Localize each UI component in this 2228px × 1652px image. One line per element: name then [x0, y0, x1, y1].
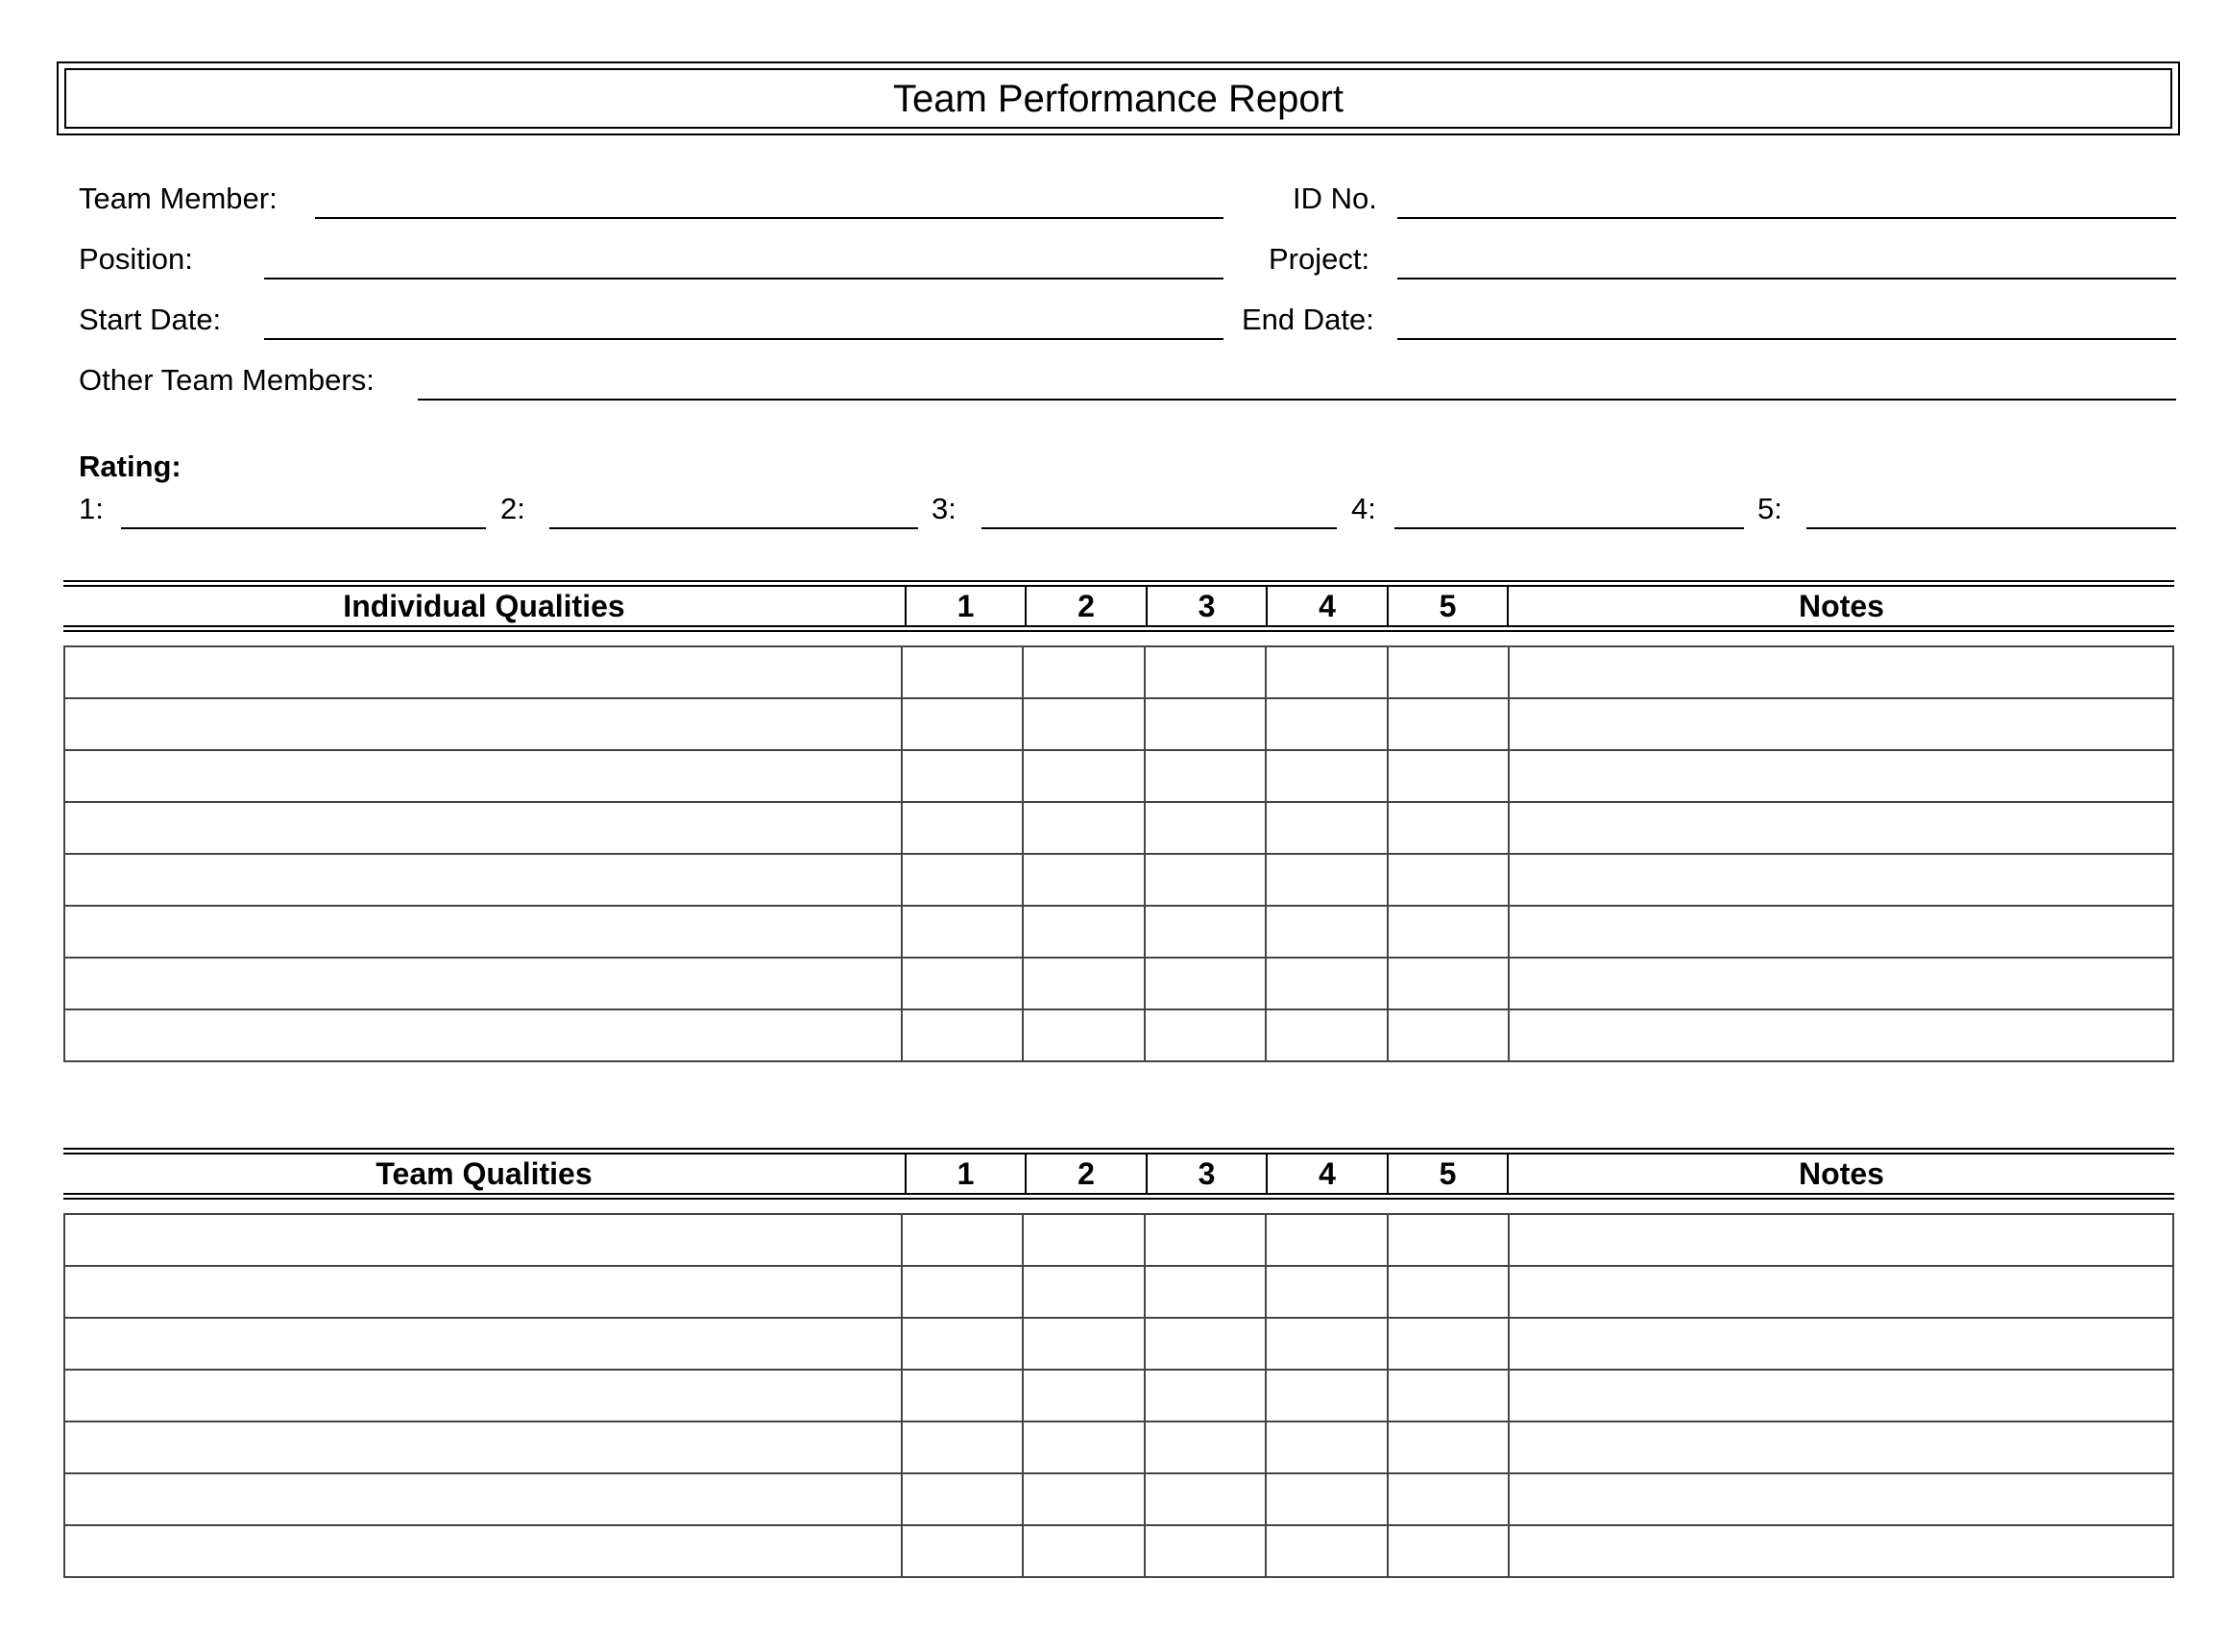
header-top-rule	[63, 580, 2174, 587]
start-date-field[interactable]	[264, 338, 1223, 340]
score-cell-5[interactable]	[1388, 1370, 1509, 1421]
score-cell-1[interactable]	[902, 1214, 1023, 1266]
score-cell-1[interactable]	[902, 750, 1023, 802]
score-cell-3[interactable]	[1145, 906, 1266, 958]
individual-qualities-header: Individual Qualities	[343, 588, 625, 623]
quality-cell[interactable]	[64, 646, 902, 698]
quality-cell[interactable]	[64, 958, 902, 1009]
table-row	[64, 1214, 2173, 1266]
score-cell-1[interactable]	[902, 1370, 1023, 1421]
score-cell-2[interactable]	[1023, 958, 1145, 1009]
score-cell-1[interactable]	[902, 1318, 1023, 1370]
rating-heading: Rating:	[79, 449, 182, 483]
rating-field-5[interactable]	[1806, 527, 2176, 529]
score-cell-3[interactable]	[1145, 750, 1266, 802]
rating-label-3: 3:	[932, 492, 957, 525]
notes-cell[interactable]	[1509, 750, 2173, 802]
quality-cell[interactable]	[64, 1318, 902, 1370]
score-cell-1[interactable]	[902, 1421, 1023, 1473]
score-cell-3[interactable]	[1145, 1318, 1266, 1370]
score-cell-2[interactable]	[1023, 1009, 1145, 1061]
table-row	[64, 698, 2173, 750]
start-date-label: Start Date:	[79, 303, 222, 336]
score-cell-3[interactable]	[1145, 1473, 1266, 1525]
score-cell-5[interactable]	[1388, 1214, 1509, 1266]
quality-cell[interactable]	[64, 1009, 902, 1061]
rating-field-3[interactable]	[981, 527, 1337, 529]
score-cell-4[interactable]	[1266, 1214, 1388, 1266]
score-cell-2[interactable]	[1023, 1370, 1145, 1421]
table-row	[64, 1318, 2173, 1370]
score-cell-4[interactable]	[1266, 1318, 1388, 1370]
team-qualities-grid	[63, 1213, 2174, 1578]
table-row	[64, 1009, 2173, 1061]
score-header-2: 2	[1025, 587, 1146, 625]
team-qualities-table	[63, 1148, 2174, 1594]
id-no-field[interactable]	[1397, 217, 2176, 219]
score-cell-3[interactable]	[1145, 646, 1266, 698]
team-member-label: Team Member:	[79, 182, 278, 215]
score-header-3: 3	[1146, 587, 1266, 625]
score-cell-3[interactable]	[1145, 802, 1266, 854]
table-row	[64, 958, 2173, 1009]
score-cell-5[interactable]	[1388, 958, 1509, 1009]
score-cell-1[interactable]	[902, 1525, 1023, 1577]
individual-table-header	[63, 580, 2174, 632]
project-field[interactable]	[1397, 278, 2176, 279]
id-no-label: ID No.	[1293, 182, 1377, 215]
score-header-2: 2	[1025, 1154, 1146, 1193]
notes-cell[interactable]	[1509, 1214, 2173, 1266]
rating-field-2[interactable]	[549, 527, 918, 529]
score-cell-4[interactable]	[1266, 958, 1388, 1009]
score-cell-5[interactable]	[1388, 854, 1509, 906]
score-cell-2[interactable]	[1023, 1266, 1145, 1318]
table-row	[64, 1421, 2173, 1473]
table-row	[64, 1525, 2173, 1577]
score-cell-2[interactable]	[1023, 750, 1145, 802]
quality-cell[interactable]	[64, 854, 902, 906]
score-cell-5[interactable]	[1388, 750, 1509, 802]
score-cell-1[interactable]	[902, 646, 1023, 698]
team-qualities-header: Team Qualities	[375, 1155, 593, 1191]
quality-cell[interactable]	[64, 1266, 902, 1318]
notes-cell[interactable]	[1509, 1009, 2173, 1061]
notes-cell[interactable]	[1509, 802, 2173, 854]
position-field[interactable]	[264, 278, 1223, 279]
score-cell-2[interactable]	[1023, 1214, 1145, 1266]
notes-cell[interactable]	[1509, 906, 2173, 958]
team-member-field[interactable]	[315, 217, 1223, 219]
score-cell-1[interactable]	[902, 958, 1023, 1009]
rating-field-4[interactable]	[1394, 527, 1744, 529]
score-cell-4[interactable]	[1266, 1266, 1388, 1318]
notes-header: Notes	[1507, 587, 2174, 625]
notes-cell[interactable]	[1509, 1525, 2173, 1577]
score-cell-2[interactable]	[1023, 802, 1145, 854]
other-team-members-label: Other Team Members:	[79, 363, 375, 397]
rating-label-1: 1:	[79, 492, 104, 525]
score-cell-5[interactable]	[1388, 1009, 1509, 1061]
header-bottom-rule	[63, 1193, 2174, 1200]
title-box	[57, 61, 2180, 135]
score-cell-4[interactable]	[1266, 750, 1388, 802]
table-row	[64, 802, 2173, 854]
end-date-field[interactable]	[1397, 338, 2176, 340]
quality-cell[interactable]	[64, 1525, 902, 1577]
score-header-5: 5	[1387, 1154, 1507, 1193]
score-cell-2[interactable]	[1023, 906, 1145, 958]
score-cell-1[interactable]	[902, 1266, 1023, 1318]
score-cell-4[interactable]	[1266, 1009, 1388, 1061]
notes-cell[interactable]	[1509, 1318, 2173, 1370]
score-cell-5[interactable]	[1388, 1266, 1509, 1318]
notes-cell[interactable]	[1509, 854, 2173, 906]
score-cell-1[interactable]	[902, 698, 1023, 750]
table-row	[64, 750, 2173, 802]
notes-cell[interactable]	[1509, 1473, 2173, 1525]
score-cell-3[interactable]	[1145, 1009, 1266, 1061]
score-header-1: 1	[905, 1154, 1025, 1193]
title-inner-border	[64, 68, 2172, 129]
score-cell-2[interactable]	[1023, 1525, 1145, 1577]
score-cell-1[interactable]	[902, 854, 1023, 906]
score-cell-5[interactable]	[1388, 698, 1509, 750]
rating-label-4: 4:	[1351, 492, 1376, 525]
score-header-4: 4	[1266, 587, 1387, 625]
score-cell-3[interactable]	[1145, 698, 1266, 750]
score-cell-4[interactable]	[1266, 1473, 1388, 1525]
score-header-1: 1	[905, 587, 1025, 625]
table-row	[64, 1370, 2173, 1421]
score-cell-1[interactable]	[902, 1009, 1023, 1061]
quality-cell[interactable]	[64, 1214, 902, 1266]
score-cell-4[interactable]	[1266, 646, 1388, 698]
score-header-5: 5	[1387, 587, 1507, 625]
score-cell-4[interactable]	[1266, 854, 1388, 906]
individual-qualities-grid	[63, 645, 2174, 1062]
quality-cell[interactable]	[64, 1421, 902, 1473]
score-cell-2[interactable]	[1023, 698, 1145, 750]
score-cell-1[interactable]	[902, 1473, 1023, 1525]
score-header-4: 4	[1266, 1154, 1387, 1193]
quality-cell[interactable]	[64, 1473, 902, 1525]
table-row	[64, 646, 2173, 698]
notes-cell[interactable]	[1509, 1266, 2173, 1318]
score-cell-3[interactable]	[1145, 1525, 1266, 1577]
other-team-members-field[interactable]	[418, 399, 2176, 401]
score-cell-5[interactable]	[1388, 1318, 1509, 1370]
score-cell-3[interactable]	[1145, 1266, 1266, 1318]
notes-cell[interactable]	[1509, 1370, 2173, 1421]
score-cell-5[interactable]	[1388, 1525, 1509, 1577]
score-cell-5[interactable]	[1388, 802, 1509, 854]
score-cell-2[interactable]	[1023, 1421, 1145, 1473]
score-cell-5[interactable]	[1388, 1421, 1509, 1473]
score-cell-1[interactable]	[902, 802, 1023, 854]
table-row	[64, 1266, 2173, 1318]
position-label: Position:	[79, 242, 193, 276]
table-row	[64, 854, 2173, 906]
score-cell-1[interactable]	[902, 906, 1023, 958]
rating-label-2: 2:	[500, 492, 525, 525]
score-cell-2[interactable]	[1023, 854, 1145, 906]
score-cell-4[interactable]	[1266, 698, 1388, 750]
score-cell-2[interactable]	[1023, 646, 1145, 698]
table-row	[64, 1473, 2173, 1525]
page-title: Team Performance Report	[892, 77, 1344, 120]
rating-field-1[interactable]	[121, 527, 486, 529]
notes-cell[interactable]	[1509, 958, 2173, 1009]
score-cell-4[interactable]	[1266, 906, 1388, 958]
project-label: Project:	[1269, 242, 1370, 276]
notes-cell[interactable]	[1509, 698, 2173, 750]
quality-cell[interactable]	[64, 750, 902, 802]
quality-cell[interactable]	[64, 802, 902, 854]
header-top-rule	[63, 1148, 2174, 1154]
score-cell-5[interactable]	[1388, 1473, 1509, 1525]
score-cell-3[interactable]	[1145, 1214, 1266, 1266]
score-header-3: 3	[1146, 1154, 1266, 1193]
score-cell-3[interactable]	[1145, 1370, 1266, 1421]
score-cell-4[interactable]	[1266, 1370, 1388, 1421]
score-cell-5[interactable]	[1388, 906, 1509, 958]
notes-cell[interactable]	[1509, 646, 2173, 698]
score-cell-4[interactable]	[1266, 1421, 1388, 1473]
score-cell-2[interactable]	[1023, 1318, 1145, 1370]
score-cell-3[interactable]	[1145, 1421, 1266, 1473]
quality-cell[interactable]	[64, 906, 902, 958]
score-cell-4[interactable]	[1266, 802, 1388, 854]
rating-label-5: 5:	[1757, 492, 1782, 525]
quality-cell[interactable]	[64, 1370, 902, 1421]
notes-header: Notes	[1507, 1154, 2174, 1193]
notes-cell[interactable]	[1509, 1421, 2173, 1473]
score-cell-3[interactable]	[1145, 958, 1266, 1009]
individual-qualities-table	[63, 580, 2174, 1078]
end-date-label: End Date:	[1242, 303, 1374, 336]
quality-cell[interactable]	[64, 698, 902, 750]
score-cell-5[interactable]	[1388, 646, 1509, 698]
table-row	[64, 906, 2173, 958]
score-cell-3[interactable]	[1145, 854, 1266, 906]
team-table-header	[63, 1148, 2174, 1200]
header-bottom-rule	[63, 625, 2174, 632]
score-cell-2[interactable]	[1023, 1473, 1145, 1525]
score-cell-4[interactable]	[1266, 1525, 1388, 1577]
